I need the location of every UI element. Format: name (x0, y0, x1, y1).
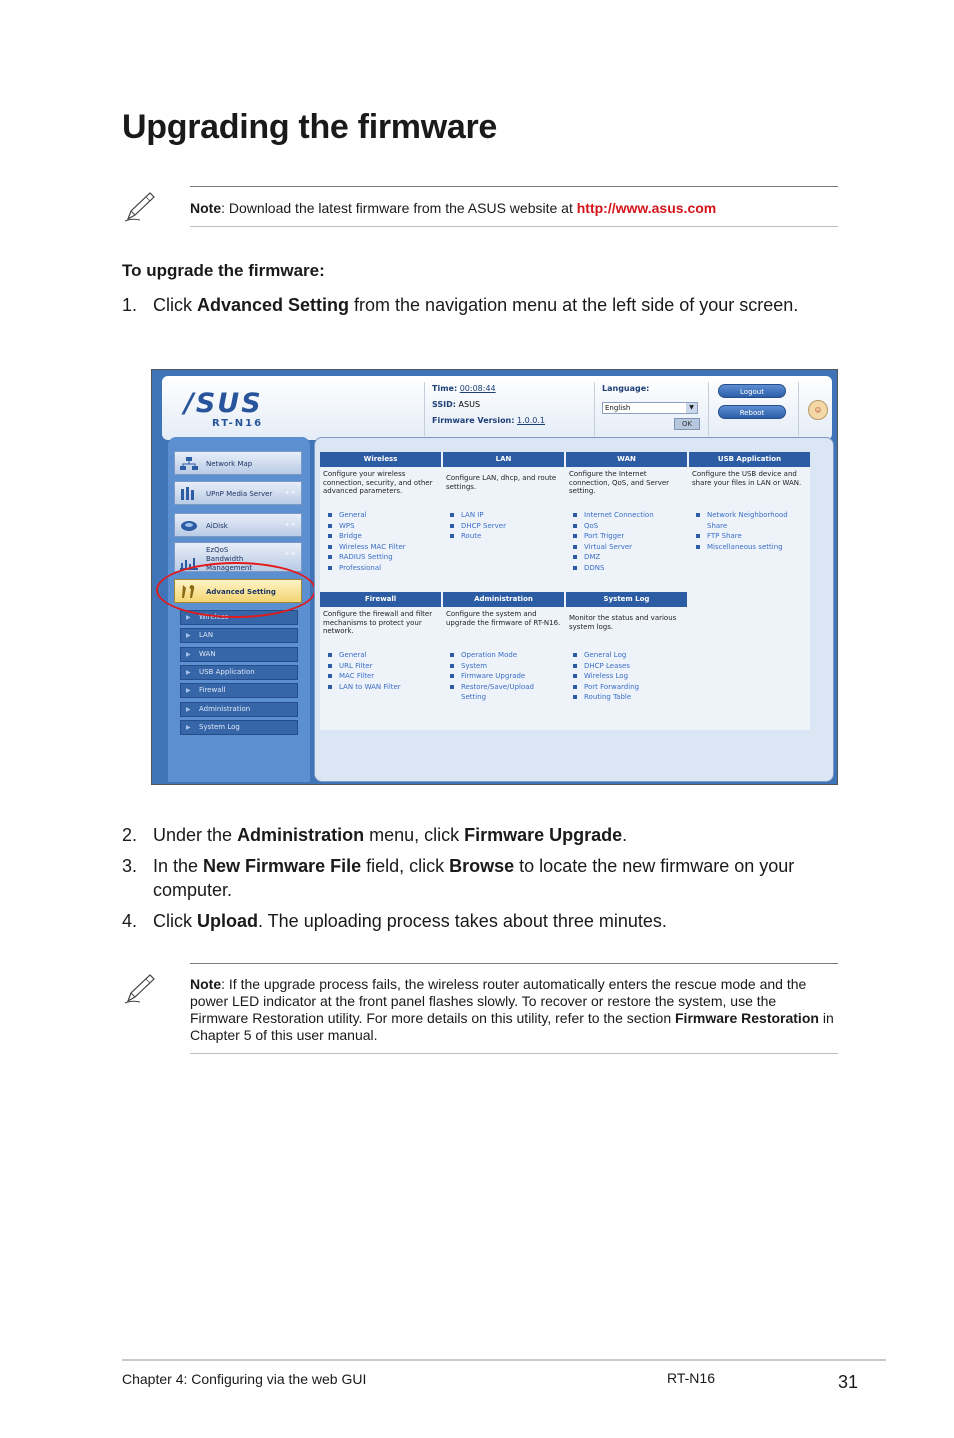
step-text: . (622, 825, 628, 845)
network-map-icon (179, 456, 199, 471)
note-label: Note (190, 976, 222, 992)
nav-network-map[interactable] (174, 451, 302, 475)
note-pen-icon (122, 189, 158, 225)
model-name: RT-N16 (212, 418, 264, 429)
nav-aidisk[interactable] (174, 513, 302, 537)
sparkle-icon: ✦✦ (284, 489, 296, 497)
menu-link[interactable]: General Log (572, 650, 682, 661)
nav-sub-wan[interactable]: ▶ WAN (180, 647, 298, 662)
page-title: Upgrading the firmware (122, 108, 498, 146)
step-number: 4. (122, 911, 138, 931)
menu-desc: Configure the firewall and filter mechanisms to protect your network. (323, 610, 433, 635)
menu-link[interactable]: WPS (327, 521, 437, 532)
menu-link[interactable]: Bridge (327, 531, 437, 542)
menu-link[interactable]: Internet Connection (572, 510, 682, 521)
section-heading: To upgrade the firmware: (122, 261, 325, 280)
mascot-icon: ☺ (808, 400, 828, 420)
menu-desc: Configure your wireless connection, security, and other advanced parameters. (323, 470, 433, 495)
note-label: Note (190, 200, 222, 216)
menu-link[interactable]: Restore/Save/Upload Setting (449, 682, 545, 703)
step-4 (122, 909, 842, 933)
step-bold: New Firmware File (203, 856, 362, 876)
administration-links (449, 650, 561, 703)
note-bold: Firmware Restoration (675, 1010, 819, 1026)
gui-header (162, 376, 832, 440)
menu-link[interactable]: RADIUS Setting (327, 552, 437, 563)
step-text: In the (153, 856, 204, 876)
menu-link[interactable]: Port Trigger (572, 531, 682, 542)
menu-link[interactable]: Wireless MAC Filter (327, 542, 437, 553)
language-label: Language: (602, 384, 650, 393)
menu-desc: Configure the USB device and share your files in LAN or WAN. (692, 470, 802, 487)
nav-sub-wireless[interactable]: ▶ Wireless (180, 610, 298, 625)
ssid-readout: SSID: ASUS (432, 400, 481, 409)
menu-link[interactable]: Network Neighborhood Share (695, 510, 807, 531)
nav-sub-administration[interactable]: ▶ Administration (180, 702, 298, 717)
menu-link[interactable]: Routing Table (572, 692, 682, 703)
step-text: to locate the new firmware on your computer. (153, 856, 795, 900)
advanced-setting-panel (314, 437, 834, 782)
menu-head-lan: LAN (443, 452, 564, 467)
language-ok-button[interactable]: OK (674, 418, 700, 430)
menu-link[interactable]: LAN to WAN Filter (327, 682, 437, 693)
chevron-down-icon: ▼ (686, 403, 697, 413)
menu-link[interactable]: Virtual Server (572, 542, 682, 553)
note-upgrade-failure (190, 963, 838, 1054)
menu-link[interactable]: General (327, 650, 437, 661)
highlight-ring (156, 562, 316, 618)
note-text: : If the upgrade process fails, the wireless router automatically enters the rescue mode and the power LED indicator at the front panel flashes slowly. To recover or restore the system, use the Firmware Restoration utility. For more details on this utility, refer to the section (190, 976, 807, 1026)
nav-label: AiDisk (206, 522, 228, 530)
menu-link[interactable]: DDNS (572, 563, 682, 574)
step-3 (122, 854, 842, 902)
wan-links (572, 510, 682, 573)
nav-sub-system-log[interactable]: ▶ System Log (180, 720, 298, 735)
logout-button[interactable]: Logout (718, 384, 786, 398)
router-gui-screenshot (151, 369, 838, 785)
menu-head-system-log: System Log (566, 592, 687, 607)
menu-link[interactable]: LAN IP (449, 510, 559, 521)
menu-link[interactable]: Route (449, 531, 559, 542)
nav-label: UPnP Media Server (206, 490, 273, 498)
menu-link[interactable]: DHCP Leases (572, 661, 682, 672)
menu-head-wan: WAN (566, 452, 687, 467)
menu-link[interactable]: Wireless Log (572, 671, 682, 682)
menu-link[interactable]: DMZ (572, 552, 682, 563)
menu-head-firewall: Firewall (320, 592, 441, 607)
step-bold: Administration (237, 825, 365, 845)
note-download (190, 186, 838, 227)
nav-sub-usb-application[interactable]: ▶ USB Application (180, 665, 298, 680)
footer-chapter: Chapter 4: Configuring via the web GUI (122, 1371, 367, 1387)
sparkle-icon: ✦✦ (284, 550, 296, 558)
media-server-icon (179, 486, 199, 501)
step-2 (122, 823, 842, 847)
menu-link[interactable]: General (327, 510, 437, 521)
step-bold: Browse (449, 856, 515, 876)
menu-link[interactable]: URL Filter (327, 661, 437, 672)
menu-link[interactable]: Miscellaneous setting (695, 542, 807, 553)
step-text: field, click (361, 856, 450, 876)
lan-links (449, 510, 559, 542)
menu-link[interactable]: DHCP Server (449, 521, 559, 532)
wireless-links (327, 510, 437, 573)
menu-head-usb-application: USB Application (689, 452, 810, 467)
system-log-links (572, 650, 682, 703)
note-text: in Chapter 5 of this user manual. (190, 1010, 834, 1043)
menu-link[interactable]: QoS (572, 521, 682, 532)
step-text: Under the (153, 825, 238, 845)
step-text: . The uploading process takes about three minutes. (258, 911, 667, 931)
footer-divider (122, 1359, 886, 1361)
step-text: from the navigation menu at the left side of your screen. (349, 295, 799, 315)
step-text: menu, click (364, 825, 465, 845)
nav-label: Advanced Setting (206, 588, 276, 596)
menu-link[interactable]: Operation Mode (449, 650, 561, 661)
firmware-version[interactable]: Firmware Version: 1.0.0.1 (432, 416, 545, 425)
menu-link[interactable]: FTP Share (695, 531, 807, 542)
nav-upnp-media-server[interactable] (174, 481, 302, 505)
menu-link-firmware-upgrade[interactable]: Firmware Upgrade (449, 671, 561, 682)
sparkle-icon: ✦✦ (284, 521, 296, 529)
footer-model: RT-N16 (667, 1370, 715, 1386)
firewall-links (327, 650, 437, 692)
asus-logo: /SUS (184, 388, 263, 419)
step-bold: Firmware Upgrade (464, 825, 623, 845)
step-number: 2. (122, 825, 138, 845)
step-text: Click (153, 295, 197, 315)
step-bold: Advanced Setting (197, 295, 350, 315)
usb-links (695, 510, 807, 552)
nav-sub-firewall[interactable]: ▶ Firewall (180, 683, 298, 698)
step-bold: Upload (197, 911, 258, 931)
reboot-button[interactable]: Reboot (718, 405, 786, 419)
menu-desc: Monitor the status and various system logs. (569, 614, 677, 631)
nav-sub-lan[interactable]: ▶ LAN (180, 628, 298, 643)
menu-desc: Configure the Internet connection, QoS, and Server setting. (569, 470, 670, 495)
menu-head-administration: Administration (443, 592, 564, 607)
menu-link[interactable]: MAC Filter (327, 671, 437, 682)
step-number: 1. (122, 295, 138, 315)
time-readout: Time: 00:08:44 (432, 384, 496, 393)
page-number: 31 (838, 1372, 859, 1392)
menu-desc: Configure LAN, dhcp, and route settings. (446, 474, 557, 491)
step-number: 3. (122, 856, 138, 876)
language-select[interactable]: English ▼ (602, 402, 698, 414)
note-pen-icon (122, 971, 158, 1007)
step-text: Click (153, 911, 197, 931)
nav-label: Network Map (206, 460, 253, 468)
step-1 (122, 293, 842, 317)
menu-link[interactable]: System (449, 661, 561, 672)
menu-head-wireless: Wireless (320, 452, 441, 467)
asus-website-link[interactable]: http://www.asus.com (576, 200, 717, 216)
aidisk-icon (179, 518, 199, 533)
menu-desc: Configure the system and upgrade the firmware of RT-N16. (446, 610, 561, 627)
menu-link[interactable]: Professional (327, 563, 437, 574)
nav-label: EzQoS Bandwidth Management (206, 546, 253, 572)
menu-link[interactable]: Port Forwarding (572, 682, 682, 693)
note-text: : Download the latest firmware from the ASUS website at (221, 200, 577, 216)
